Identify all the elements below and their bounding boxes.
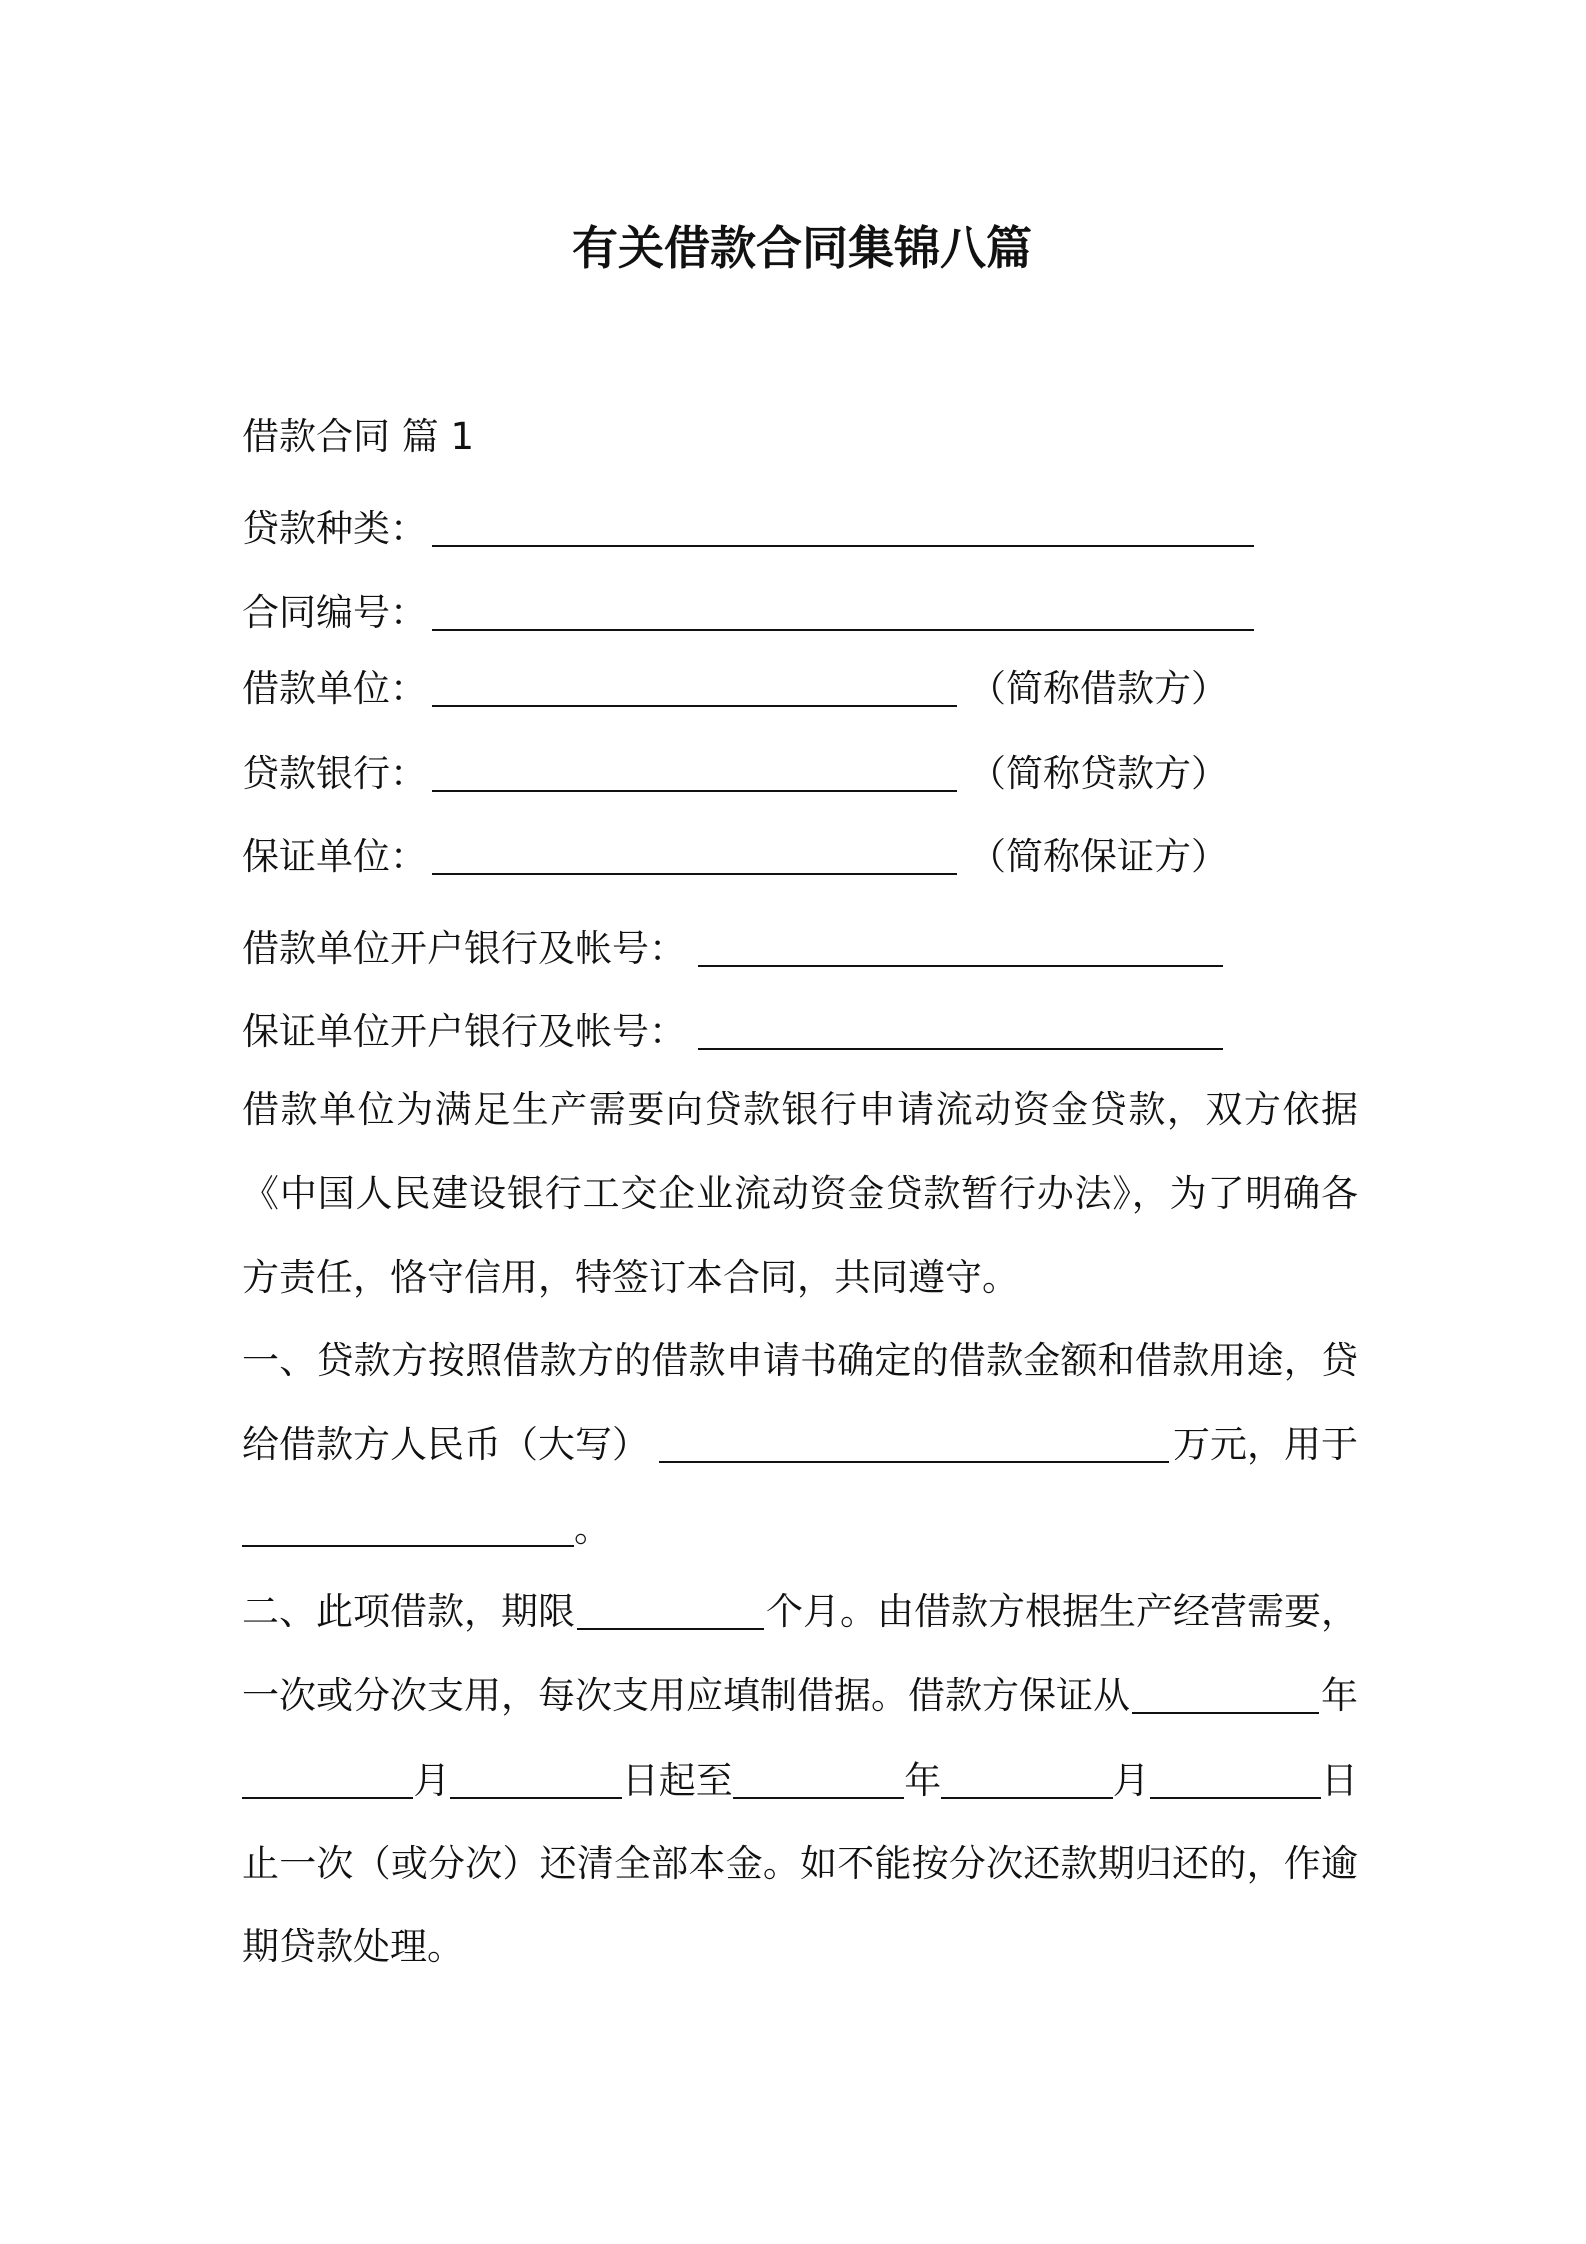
guarantor-row — [242, 831, 1358, 883]
day-to-label: 日起至 — [621, 1759, 733, 1802]
guarantor-account-label: 保证单位开户银行及帐号： — [242, 1010, 686, 1053]
clause2-start-row — [242, 1670, 1358, 1722]
end-day-blank — [1150, 1755, 1321, 1799]
clause1-end-mark: 。 — [574, 1507, 611, 1550]
clause1-amount-label: 给借款方人民币（大写） — [242, 1423, 649, 1466]
month-label: 月 — [1112, 1759, 1150, 1802]
clause1-amount-unit: 万元，用于 — [1173, 1423, 1358, 1466]
borrower-label: 借款单位： — [242, 667, 427, 710]
clause2-line: 止一次（或分次）还清全部本金。如不能按分次还款期归还的，作逾 — [242, 1842, 1358, 1885]
clause2-term-label: 二、此项借款，期限 — [242, 1590, 575, 1633]
borrower-note: （简称借款方） — [969, 667, 1228, 710]
guarantor-account-blank — [698, 1006, 1223, 1050]
clause1-amount-row — [242, 1419, 1358, 1471]
lender-bank-row — [242, 748, 1358, 800]
preamble-line: 方责任，恪守信用，特签订本合同，共同遵守。 — [242, 1256, 1019, 1299]
lender-bank-blank — [432, 748, 957, 792]
borrower-row — [242, 663, 1358, 715]
year-label: 年 — [1321, 1674, 1358, 1717]
guarantor-label: 保证单位： — [242, 835, 427, 878]
contract-number-row — [242, 587, 1358, 639]
loan-type-blank — [432, 503, 1254, 547]
lender-note: （简称贷款方） — [969, 752, 1228, 795]
clause2-start-text: 一次或分次支用，每次支用应填制借据。借款方保证从 — [242, 1674, 1130, 1717]
purpose-blank — [242, 1503, 574, 1547]
end-month-blank — [941, 1755, 1112, 1799]
document-title: 有关借款合同集锦八篇 — [572, 221, 1032, 275]
term-months-blank — [577, 1586, 764, 1630]
loan-type-label: 贷款种类： — [242, 507, 427, 550]
contract-number-blank — [432, 587, 1254, 631]
start-month-blank — [242, 1755, 413, 1799]
clause2-line: 期贷款处理。 — [242, 1925, 464, 1968]
section-heading-text: 借款合同 篇 1 — [242, 415, 475, 458]
guarantor-blank — [432, 831, 957, 875]
contract-number-label: 合同编号： — [242, 591, 427, 634]
loan-type-row — [242, 503, 1358, 555]
guarantor-account-row — [242, 1006, 1358, 1058]
clause1-purpose-row — [242, 1503, 1358, 1555]
preamble-line: 《中国人民建设银行工交企业流动资金贷款暂行办法》，为了明确各 — [242, 1172, 1358, 1215]
clause2-term-text: 个月。由借款方根据生产经营需要， — [766, 1590, 1358, 1633]
lender-bank-label: 贷款银行： — [242, 752, 427, 795]
start-year-blank — [1132, 1670, 1319, 1714]
month-label: 月 — [413, 1759, 451, 1802]
section-heading — [242, 411, 1358, 463]
clause1-line: 一、贷款方按照借款方的借款申请书确定的借款金额和借款用途，贷 — [242, 1339, 1358, 1382]
borrower-blank — [432, 663, 957, 707]
borrower-account-row — [242, 923, 1358, 975]
clause2-term-row — [242, 1586, 1358, 1638]
end-year-blank — [733, 1755, 904, 1799]
borrower-account-blank — [698, 923, 1223, 967]
clause2-date-row — [242, 1755, 1358, 1807]
guarantor-note: （简称保证方） — [969, 835, 1228, 878]
amount-blank — [659, 1419, 1169, 1463]
day-label: 日 — [1321, 1759, 1359, 1802]
borrower-account-label: 借款单位开户银行及帐号： — [242, 927, 686, 970]
start-day-blank — [450, 1755, 621, 1799]
year-label: 年 — [904, 1759, 942, 1802]
preamble-line: 借款单位为满足生产需要向贷款银行申请流动资金贷款，双方依据 — [242, 1088, 1358, 1131]
